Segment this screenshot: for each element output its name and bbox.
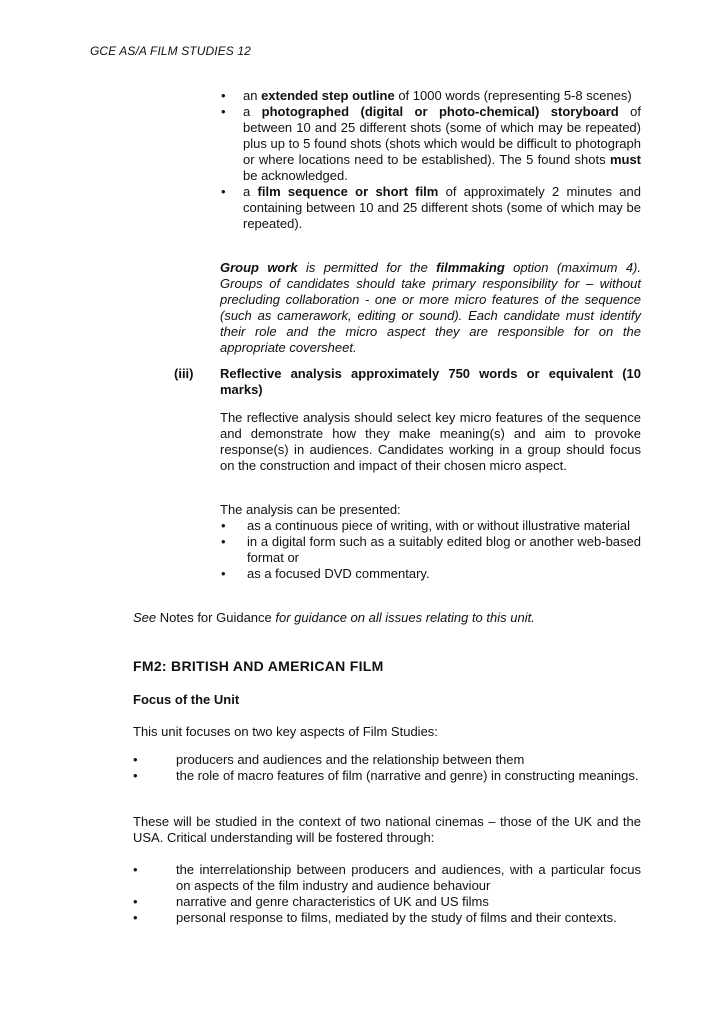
bullet-icon: • <box>221 88 226 103</box>
see-notes-paragraph: See Notes for Guidance for guidance on all issues relating to this unit. <box>133 610 535 625</box>
bullet-icon: • <box>221 566 226 581</box>
list-item: • personal response to films, mediated by the study of films and their contexts. <box>133 910 617 925</box>
bullet-icon: • <box>133 894 138 909</box>
unit-intro: This unit focuses on two key aspects of Film Studies: <box>133 724 438 739</box>
list-item: • as a continuous piece of writing, with or without illustrative material <box>221 518 630 533</box>
bullet-icon: • <box>221 104 226 119</box>
list-item: • an extended step outline of 1000 words (representing 5-8 scenes) <box>221 88 632 103</box>
deliverables-list <box>220 88 641 232</box>
aspects-list <box>133 752 641 784</box>
bullet-icon: • <box>133 862 138 877</box>
bullet-icon: • <box>221 534 226 549</box>
group-work-paragraph: Group work is permitted for the filmmaking option (maximum 4). Groups of candidates should take primary responsibility for – without precluding collaboration - one or more micro features of the sequence (such as camerawork, editing or sound). Each candidate must identify their role and the micro aspect they are responsible for on the appropriate coversheet. <box>220 260 642 355</box>
unit-title: FM2: BRITISH AND AMERICAN FILM <box>133 658 384 674</box>
list-item: • producers and audiences and the relationship between them <box>133 752 525 767</box>
bullet-icon: • <box>221 518 226 533</box>
fostered-list <box>133 862 641 926</box>
list-item: • a film sequence or short film of approximately 2 minutes and containing between 10 and 25 different shots (some of which may be repeated). <box>221 184 641 231</box>
list-item: • in a digital form such as a suitably edited blog or another web-based format or <box>221 534 641 565</box>
page-header: GCE AS/A FILM STUDIES 12 <box>90 44 251 58</box>
list-item: • a photographed (digital or photo-chemical) storyboard of between 10 and 25 different shots (some of which may be repeated) plus up to 5 found shots (shots which would be difficult to photograph or where locations need to be established). The 5 found shots must be acknowledged. <box>221 104 641 183</box>
bullet-icon: • <box>133 910 138 925</box>
presentation-list <box>220 518 641 582</box>
section-title: Reflective analysis approximately 750 words or equivalent (10 marks) <box>220 366 641 397</box>
bullet-icon: • <box>133 768 138 783</box>
list-item: • the interrelationship between producers and audiences, with a particular focus on aspects of the film industry and audience behaviour <box>133 862 641 893</box>
focus-heading: Focus of the Unit <box>133 692 240 707</box>
reflective-description: The reflective analysis should select key micro features of the sequence and demonstrate how they make meaning(s) and aim to provoke response(s) in audiences. Candidates working in a group should focus on the construction and impact of their chosen micro aspect. <box>220 410 641 473</box>
list-item: • narrative and genre characteristics of UK and US films <box>133 894 489 909</box>
list-item: • as a focused DVD commentary. <box>221 566 430 581</box>
bullet-icon: • <box>221 184 226 199</box>
presented-intro: The analysis can be presented: <box>220 502 401 517</box>
bullet-icon: • <box>133 752 138 767</box>
list-item: • the role of macro features of film (narrative and genre) in constructing meanings. <box>133 768 639 783</box>
context-paragraph: These will be studied in the context of two national cinemas – those of the UK and the USA. Critical understanding will be fostered through: <box>133 814 641 845</box>
section-number: (iii) <box>174 366 194 381</box>
